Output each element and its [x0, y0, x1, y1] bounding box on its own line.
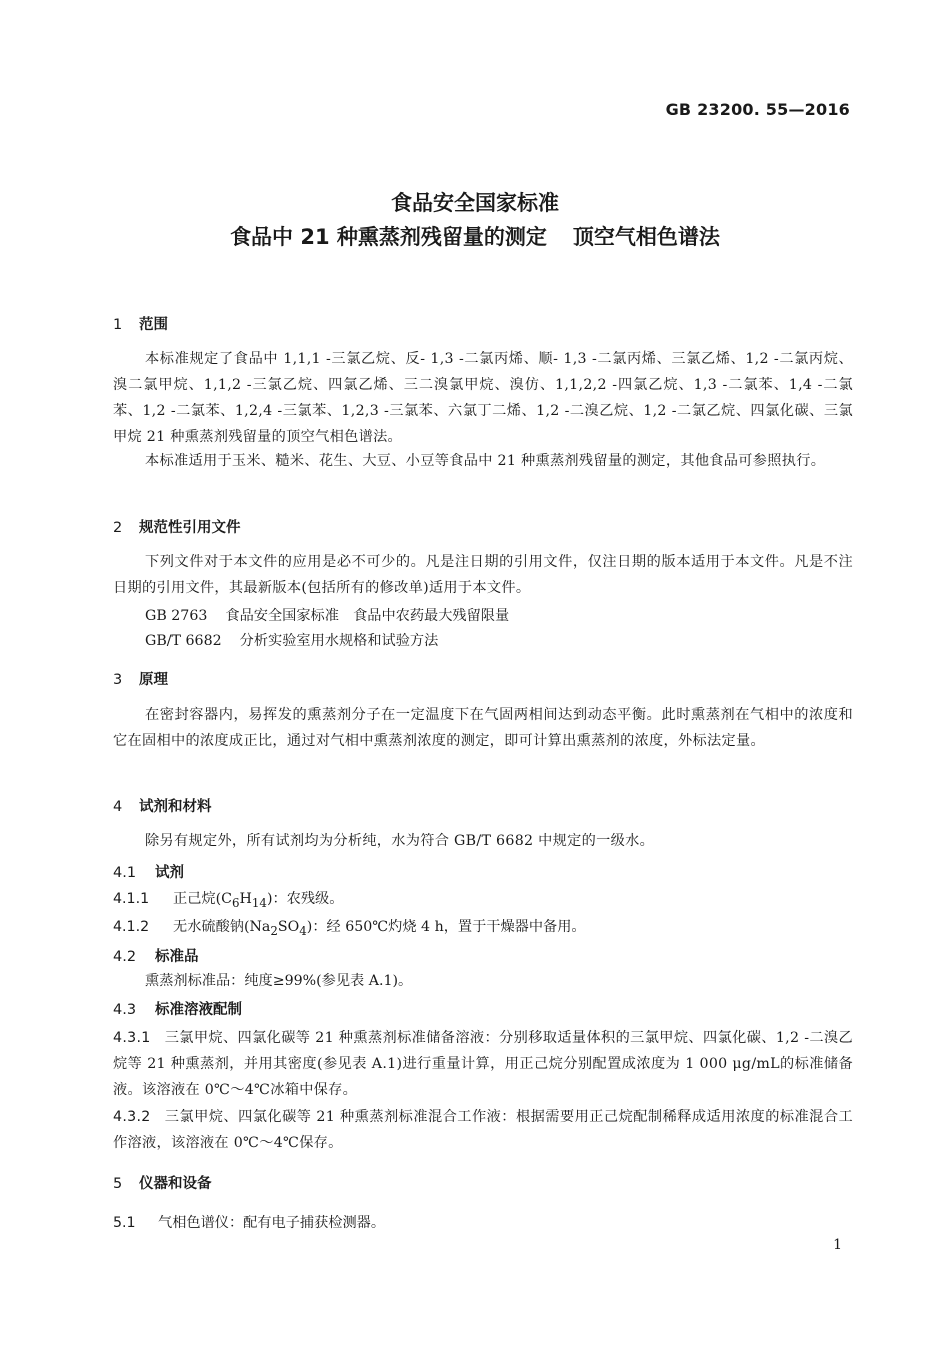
reference-item: GB/T 6682 分析实验室用水规格和试验方法: [145, 633, 439, 649]
title-line-1: 食品安全国家标准: [391, 191, 559, 215]
references-paragraph: 下列文件对于本文件的应用是必不可少的。凡是注日期的引用文件，仅注日期的版本适用于本文件。凡是不注日期的引用文件，其最新版本(包括所有的修改单)适用于本文件。: [113, 554, 853, 596]
clause-5-1: 5.1 气相色谱仪：配有电子捕获检测器。: [113, 1215, 386, 1231]
subsection-heading-4-1: 4.1 试剂: [113, 865, 184, 881]
reference-item: GB 2763 食品安全国家标准 食品中农药最大残留限量: [145, 608, 510, 624]
principle-paragraph: 在密封容器内，易挥发的熏蒸剂分子在一定温度下在气固两相间达到动态平衡。此时熏蒸剂在气相中的浓度和它在固相中的浓度成正比，通过对气相中熏蒸剂浓度的测定，即可计算出熏蒸剂的浓度，外标法定量。: [113, 707, 853, 749]
clause-4-1-2: 4.1.2 无水硫酸钠$(Na_2SO_4)$：经 650℃灼烧 4 h，置于干燥器中备用。: [113, 919, 586, 938]
reagents-intro: 除另有规定外，所有试剂均为分析纯，水为符合 GB/T 6682 中规定的一级水。: [145, 833, 655, 849]
scope-paragraph-2: 本标准适用于玉米、糙米、花生、大豆、小豆等食品中 21 种熏蒸剂残留量的测定，其他食品可参照执行。: [145, 453, 826, 469]
page-number: 1: [833, 1237, 842, 1253]
section-heading-2: 2 规范性引用文件: [113, 520, 241, 536]
standard-code: GB 23200. 55—2016: [665, 100, 850, 119]
clause-4-1-1: 4.1.1 正己烷$(C_6H_{14})$：农残级。: [113, 891, 344, 910]
section-heading-5: 5 仪器和设备: [113, 1176, 212, 1192]
clause-4-3-2: 4.3.2 三氯甲烷、四氯化碳等 21 种熏蒸剂标准混合工作液：根据需要用正己烷配制稀释成适用浓度的标准混合工作溶液，该溶液在 0℃～4℃保存。: [113, 1109, 853, 1151]
section-heading-1: 1 范围: [113, 317, 168, 333]
clause-4-3-1: 4.3.1 三氯甲烷、四氯化碳等 21 种熏蒸剂标准储备溶液：分别移取适量体积的三氯甲烷、四氯化碳、1,2 -二溴乙烷等 21 种熏蒸剂，并用其密度(参见表 A.1)进行重量计算，用正己烷分别配置成浓度为 1 000 μg/mL的标准储备液。该溶液在 0℃～4℃冰箱中保存。: [113, 1030, 853, 1098]
subsection-heading-4-3: 4.3 标准溶液配制: [113, 1002, 242, 1018]
title-line-2-main: 食品中 21 种熏蒸剂残留量的测定: [230, 225, 547, 249]
scope-paragraph-1: 本标准规定了食品中 1,1,1 -三氯乙烷、反- 1,3 -二氯丙烯、顺- 1,3 -二氯丙烯、三氯乙烯、1,2 -二氯丙烷、溴二氯甲烷、1,1,2 -三氯乙烷、四氯乙烯、三二溴氯甲烷、溴仿、1,1,2,2 -四氯乙烷、1,3 -二氯苯、1,4 -二氯苯、1,2 -二氯苯、1,2,4 -三氯苯、1,2,3 -三氯苯、六氯丁二烯、1,2 -二溴乙烷、1,2 -二氯乙烷、四氯化碳、三氯甲烷 21 种熏蒸剂残留量的顶空气相色谱法。: [113, 351, 853, 445]
subsection-heading-4-2: 4.2 标准品: [113, 949, 199, 965]
section-heading-4: 4 试剂和材料: [113, 799, 212, 815]
title-line-2: [0, 221, 950, 251]
title-line-2-method: 顶空气相色谱法: [572, 225, 720, 249]
standards-text: 熏蒸剂标准品：纯度≥99%(参见表 A.1)。: [145, 973, 413, 989]
section-heading-3: 3 原理: [113, 672, 168, 688]
